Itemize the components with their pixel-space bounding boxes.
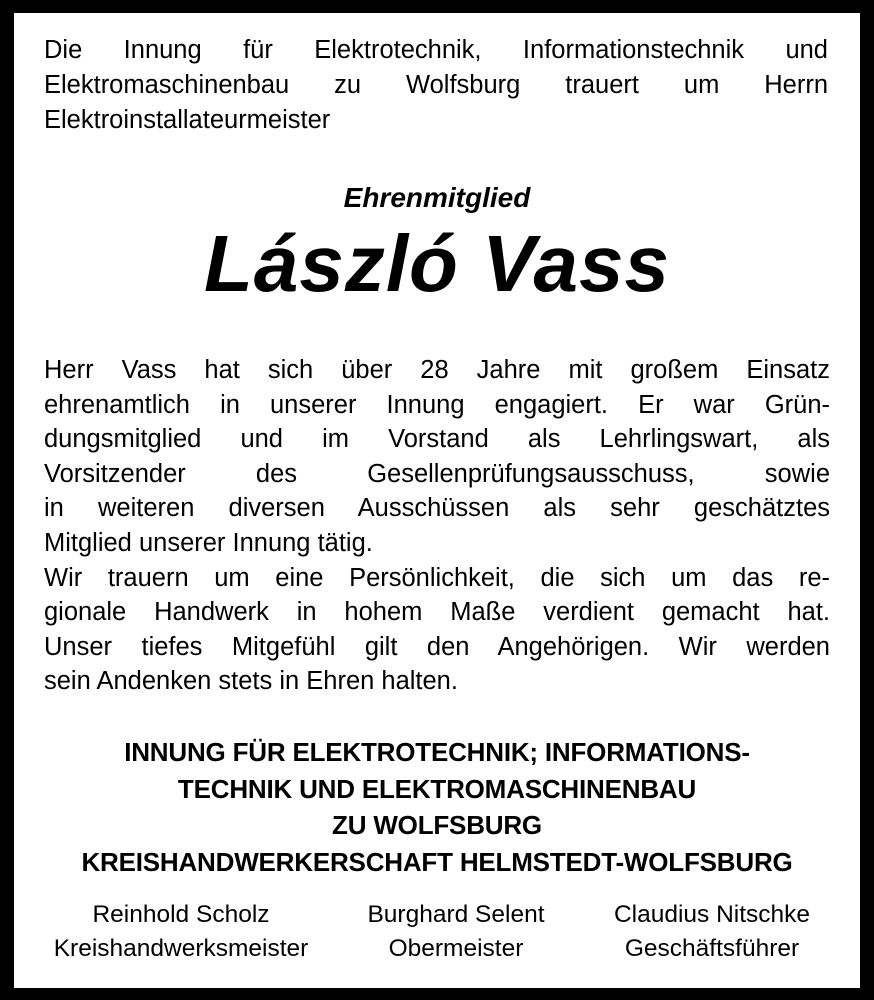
intro-line: Die Innung für Elektrotechnik, Informationstechnik und xyxy=(44,36,828,64)
signatory-name: Reinhold Scholz xyxy=(92,901,270,928)
organization-block xyxy=(0,734,874,880)
organization-line: INNUNG FÜR ELEKTROTECHNIK; INFORMATIONS- xyxy=(124,737,750,767)
tribute-line: Vorsitzender des Gesellenprüfungsausschuss, sowie xyxy=(44,459,830,488)
tribute-line: gionale Handwerk in hohem Maße verdient gemacht hat. xyxy=(44,598,830,627)
tribute-line: Unser tiefes Mitgefühl gilt den Angehörigen. Wir werden xyxy=(44,632,830,661)
tribute-line: dungsmitglied und im Vorstand als Lehrlingswart, als xyxy=(44,425,830,454)
signatory-3 xyxy=(590,898,834,966)
signatory-name: Burghard Selent xyxy=(367,901,545,928)
tribute-line: ehrenamtlich in unserer Innung engagiert. Er war Grün- xyxy=(44,390,830,419)
intro-paragraph xyxy=(44,33,828,138)
honorary-member-subtitle: Ehrenmitglied xyxy=(343,182,531,213)
intro-line: Elektroinstallateurmeister xyxy=(44,106,331,134)
tribute-line: Herr Vass hat sich über 28 Jahre mit großem Einsatz xyxy=(44,356,830,384)
signatory-name: Claudius Nitschke xyxy=(613,901,811,928)
deceased-name: László Vass xyxy=(203,219,671,308)
organization-line: KREISHANDWERKERSCHAFT HELMSTEDT-WOLFSBURG xyxy=(81,846,793,877)
signatory-title: Geschäftsführer xyxy=(624,935,800,962)
signatory-title: Obermeister xyxy=(388,935,524,962)
tribute-paragraph xyxy=(44,353,830,699)
signatory-2 xyxy=(336,898,576,966)
organization-line: TECHNIK UND ELEKTROMASCHINENBAU xyxy=(177,773,697,804)
tribute-line: sein Andenken stets in Ehren halten. xyxy=(44,667,458,696)
signatory-1 xyxy=(40,898,322,966)
organization-line: ZU WOLFSBURG xyxy=(332,810,542,840)
tribute-line: in weiteren diversen Ausschüssen als sehr geschätztes xyxy=(44,494,830,523)
signatory-title: Kreishandwerksmeister xyxy=(53,935,309,962)
tribute-line: Wir trauern um eine Persönlichkeit, die sich um das re- xyxy=(44,563,830,592)
tribute-line: Mitglied unserer Innung tätig. xyxy=(44,528,373,557)
intro-line: Elektromaschinenbau zu Wolfsburg trauert um Herrn xyxy=(44,71,828,99)
